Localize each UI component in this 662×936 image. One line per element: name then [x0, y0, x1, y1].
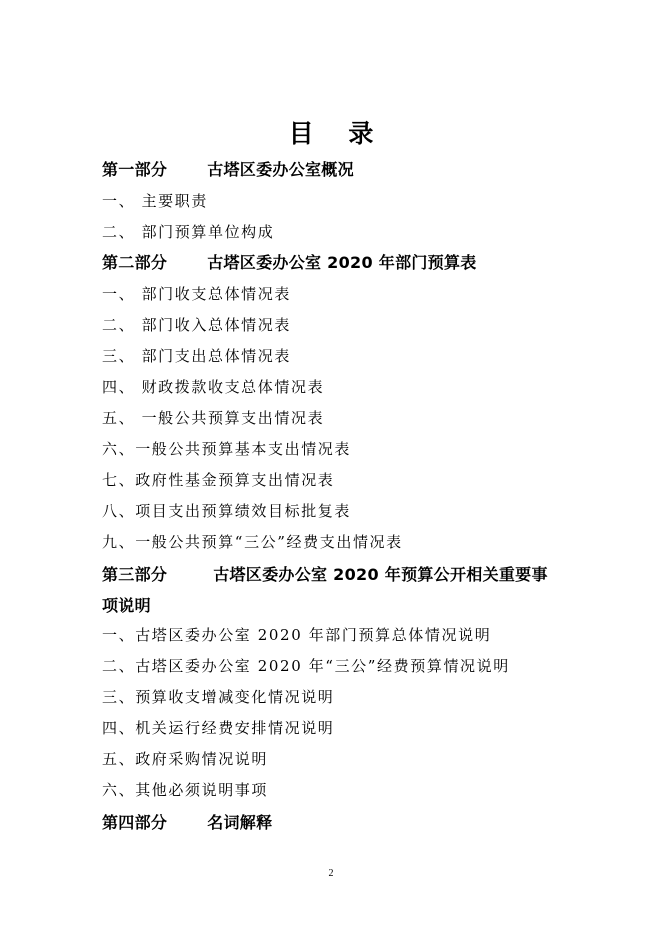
page-title: 目 录: [288, 119, 374, 148]
toc-item[interactable]: 一、 主要职责: [102, 192, 208, 210]
toc-item[interactable]: 三、 部门支出总体情况表: [102, 347, 291, 365]
toc-item[interactable]: 七、政府性基金预算支出情况表: [102, 471, 335, 489]
toc-item[interactable]: 八、项目支出预算绩效目标批复表: [102, 502, 352, 520]
toc-item[interactable]: 二、 部门预算单位构成: [102, 223, 275, 241]
toc-part-4[interactable]: [102, 810, 272, 833]
part-title: 古塔区委办公室 2020 年部门预算表: [207, 253, 477, 272]
toc-part-3-continued[interactable]: 项说明: [102, 596, 151, 615]
toc-item[interactable]: 二、 部门收入总体情况表: [102, 316, 291, 334]
toc-item[interactable]: 四、 财政拨款收支总体情况表: [102, 378, 325, 396]
toc-item[interactable]: 六、一般公共预算基本支出情况表: [102, 440, 352, 458]
toc-item[interactable]: 二、古塔区委办公室 2020 年“三公”经费预算情况说明: [102, 657, 510, 675]
part-label: 第三部分: [102, 565, 168, 584]
toc-part-3[interactable]: [102, 562, 548, 585]
toc-item[interactable]: 三、预算收支增减变化情况说明: [102, 688, 335, 706]
part-label: 第四部分: [102, 813, 168, 832]
part-title: 名词解释: [207, 813, 273, 832]
part-label: 第一部分: [102, 160, 168, 179]
toc-item[interactable]: 五、 一般公共预算支出情况表: [102, 409, 325, 427]
part-title: 古塔区委办公室 2020 年预算公开相关重要事: [213, 565, 548, 584]
toc-item[interactable]: 一、 部门收支总体情况表: [102, 285, 291, 303]
part-label: 第二部分: [102, 253, 168, 272]
toc-item[interactable]: 四、机关运行经费安排情况说明: [102, 719, 335, 737]
toc-item[interactable]: 六、其他必须说明事项: [102, 781, 269, 799]
toc-item[interactable]: 九、一般公共预算“三公”经费支出情况表: [102, 533, 403, 551]
toc-item[interactable]: 五、政府采购情况说明: [102, 750, 269, 768]
toc-part-1[interactable]: [102, 157, 354, 180]
toc-part-2[interactable]: [102, 250, 477, 273]
page-number: 2: [328, 868, 334, 879]
part-title: 古塔区委办公室概况: [207, 160, 354, 179]
toc-item[interactable]: 一、古塔区委办公室 2020 年部门预算总体情况说明: [102, 626, 492, 644]
